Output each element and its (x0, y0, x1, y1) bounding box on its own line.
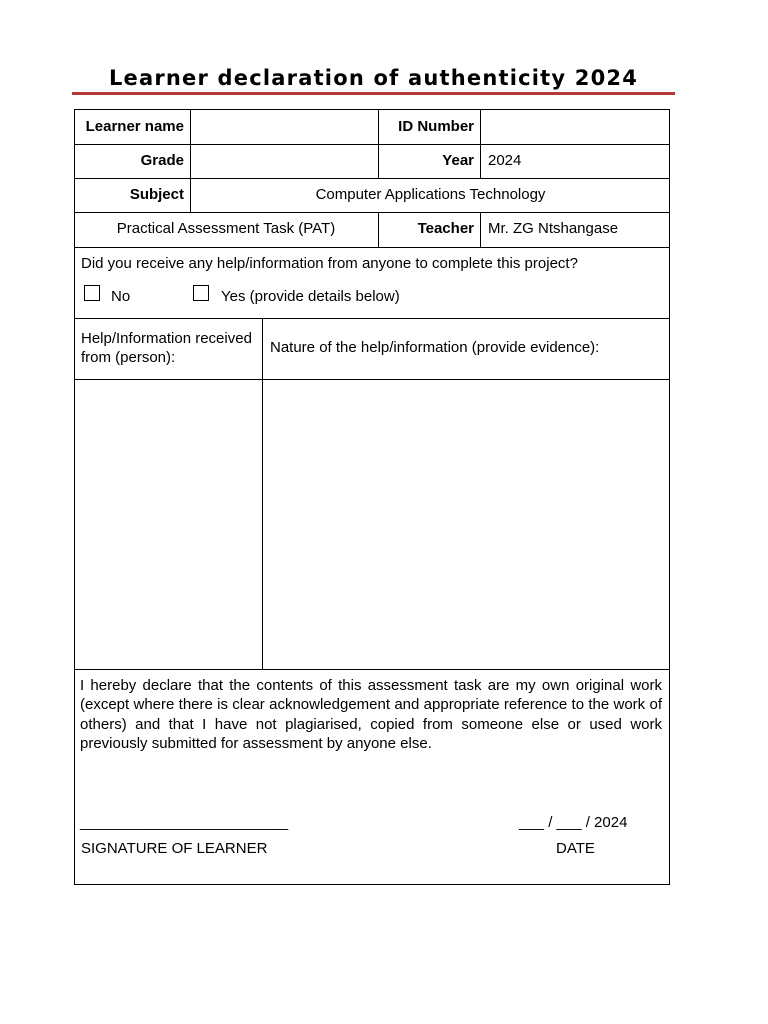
page-title: Learner declaration of authenticity 2024 (108, 66, 639, 90)
year-label: Year (442, 152, 474, 169)
no-option-label: No (111, 288, 131, 305)
help-source-header: Help/Information received from (person): (81, 330, 252, 366)
row-divider (74, 247, 670, 248)
help-question: Did you receive any help/information from anyone to complete this project? (81, 255, 578, 272)
date-label: DATE (556, 840, 595, 857)
task-name: Practical Assessment Task (PAT) (116, 220, 336, 237)
yes-option-label: Yes (provide details below) (221, 288, 400, 305)
no-checkbox[interactable] (84, 285, 100, 301)
subject-value: Computer Applications Technology (315, 186, 546, 203)
teacher-value: Mr. ZG Ntshangase (488, 220, 619, 237)
row-divider (74, 178, 670, 179)
learner-name-field[interactable] (191, 109, 378, 144)
row-divider (74, 318, 670, 319)
teacher-label: Teacher (417, 220, 474, 237)
help-nature-input[interactable] (263, 380, 669, 669)
date-line[interactable]: ___ / ___ / 2024 (519, 814, 628, 831)
id-number-label: ID Number (398, 118, 474, 135)
signature-line[interactable]: __________________________ (80, 814, 288, 831)
id-number-field[interactable] (481, 109, 669, 144)
learner-name-label: Learner name (85, 118, 184, 135)
subject-label: Subject (129, 186, 184, 203)
year-value: 2024 (488, 152, 522, 169)
col-divider (480, 212, 481, 248)
yes-checkbox[interactable] (193, 285, 209, 301)
row-divider (74, 212, 670, 213)
declaration-text: I hereby declare that the contents of this assessment task are my own original work (except where there is clear acknowledgement and appropriate reference to the work of others) and that I have not plagiarised, copied from someone else or used work previously submitted for assessment by anyone else. (80, 677, 662, 752)
grade-label: Grade (140, 152, 184, 169)
title-underline (72, 92, 675, 95)
signature-label: SIGNATURE OF LEARNER (81, 840, 268, 857)
grade-field[interactable] (191, 145, 378, 178)
help-source-input[interactable] (75, 380, 262, 669)
row-divider (74, 669, 670, 670)
help-nature-header: Nature of the help/information (provide evidence): (270, 339, 600, 356)
